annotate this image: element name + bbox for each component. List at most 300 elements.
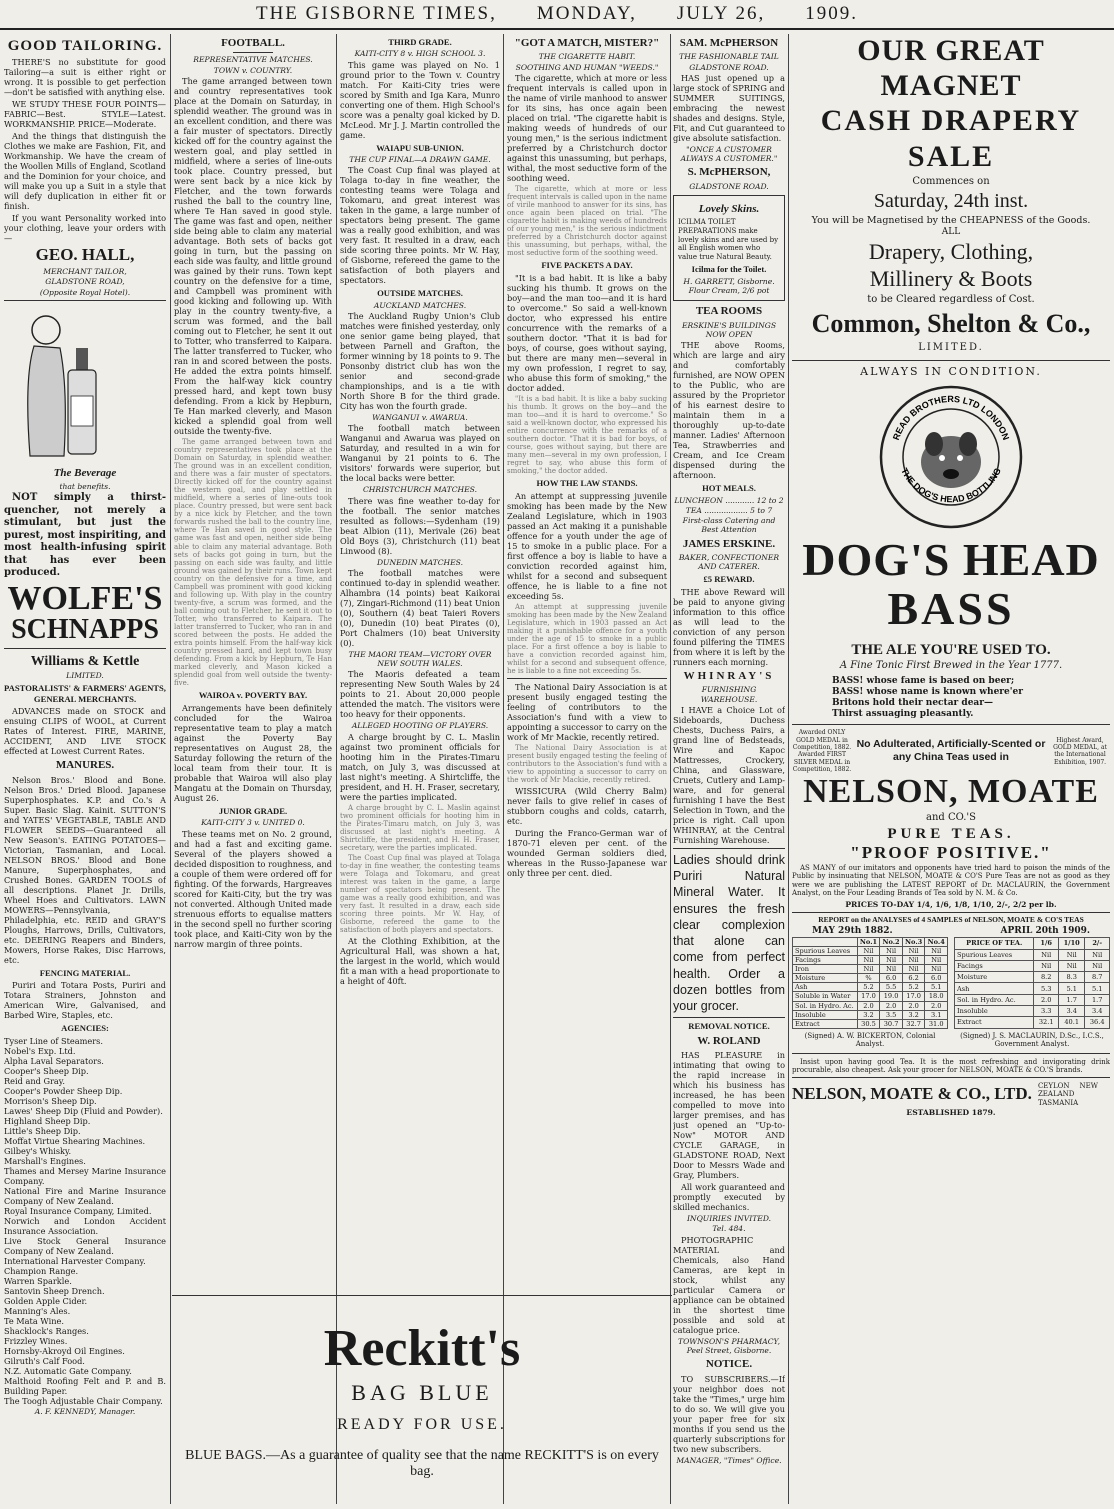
magnetised: You will be Magnetised by the CHEAPNESS of the Goods. [811, 214, 1091, 226]
sale-goods-2: Millinery & Boots [869, 265, 1033, 291]
table-cell: Nil [902, 956, 925, 965]
nelson-moate-title: NELSON, MOATE [803, 773, 1099, 811]
bass-title: BASS [887, 582, 1015, 634]
williams-kettle-text: ADVANCES made on STOCK and ensuing CLIPS of WOOL, at Current Rates of Interest. FIRE, MARINE, ACCIDENT, AND LIVE STOCK effected at Lowest Current Rates. [4, 706, 166, 757]
table-cell: 3.2 [857, 1010, 880, 1019]
williams-kettle-name: Williams & Kettle [30, 653, 140, 669]
insist-text: Insist upon having good Tea. It is the most refreshing and invigorating drink procurable, also cheapest. Ask your grocer for NELSON, MOATE & CO.'S brands. [792, 1057, 1110, 1075]
poem-line: BASS! whose fame is based on beer; [832, 676, 1015, 687]
table-cell: 31.0 [925, 1019, 948, 1028]
alleged-text: A charge brought by C. L. Maslin against two prominent officials for hooting him in the Pirates-Timaru match, on July 3, was discussed at last night's meeting. A Shirtcliffe, the president, and H. H. Fraser, secretary, were the parties implicated. [340, 731, 500, 802]
tailoring-points: WE STUDY THESE FOUR POINTS—FABRIC—Best. STYLE—Latest. WORKMANSHIP. PRICE—Moderate. [4, 99, 166, 130]
masthead-paper: THE GISBORNE TIMES, [255, 3, 497, 24]
nelson-text: AS MANY of our imitators and opponents have tried hard to poison the minds of the Public by insinuating that NELSON, MOATE & CO'S Pure Teas are not as good as they were we are publishing the LATEST REPORT of Dr. MACLAURIN, the Government Analyst, on the Four Leading Brands of Tea sold by N. M. & Co. [792, 863, 1110, 898]
table-header-cell: 2/- [1085, 938, 1110, 949]
table-cell: Moisture [955, 972, 1034, 983]
maori-text: The Maoris defeated a team representing New South Wales by 24 points to 21. About 20,000 people attended the match. The visitors were too heavy for their opponents. [340, 669, 500, 720]
table-cell: 8.3 [1058, 972, 1084, 983]
icilma-shop: H. GARRETT, Gisborne. Flour Cream, 2/6 pot [683, 276, 775, 295]
table-cell: Moisture [793, 974, 858, 983]
maori-title: THE MAORI TEAM—VICTORY OVER NEW SOUTH WALES. [348, 649, 492, 669]
seal-top-text: READ BROTHERS LTD LONDON [890, 394, 1012, 442]
masthead-year: 1909. [805, 3, 858, 24]
icilma-title: Lovely Skins. [698, 203, 760, 216]
table-cell: Nil [1058, 960, 1084, 971]
table-cell: 30.7 [880, 1019, 903, 1028]
report-table-1909 [954, 937, 1110, 1028]
tea-prices: PRICES TO-DAY 1/4, 1/6, 1/8, 1/10, 2/-, 2/2 per lb. [845, 899, 1057, 909]
reckitts-slogan: BLUE BAGS.—As a guarantee of quality see that the name RECKITT'S is on every bag. [185, 1448, 659, 1480]
junior-title: JUNIOR GRADE. [218, 805, 288, 816]
reckitts-name: Reckitt's [323, 1320, 521, 1377]
table-cell: 3.4 [1085, 1005, 1110, 1016]
table-cell: 8.7 [1085, 972, 1110, 983]
table-row [955, 972, 1110, 983]
inquiries: INQUIRIES INVITED. [686, 1214, 772, 1224]
table-row [793, 956, 948, 965]
agency-item: Tyser Line of Steamers. [4, 1035, 103, 1046]
tailor-address: GLADSTONE ROAD, [45, 277, 125, 287]
whinray-text: I HAVE a Choice Lot of Sideboards, Duchess Chests, Duchess Pairs, a grand line of Bedsteads, Wire and Kapoc Mattresses, Crockery, China, and Glassware, Cruets, Cutlery and Lamp-ware, and for general furnishing I have the Best Selection in Town, and the price is right. Call upon WHINRAY, at the Central Furnishing Warehouse. [673, 704, 785, 845]
agency-item: Reid and Gray. [4, 1075, 65, 1086]
table-row [793, 965, 948, 974]
table-cell: 2.0 [925, 1001, 948, 1010]
report-right-date: APRIL 20th 1909. [1000, 926, 1090, 937]
report-tables [792, 937, 1110, 1028]
table-cell: Iron [793, 965, 858, 974]
nelson-footer [792, 1077, 1110, 1108]
table-row [955, 1017, 1110, 1028]
table-cell: Ash [955, 983, 1034, 994]
notice-signature: MANAGER, "Times" Office. [676, 1455, 782, 1465]
footer-places: CEYLON NEW ZEALAND TASMANIA [1037, 1081, 1098, 1107]
table-cell: Nil [925, 965, 948, 974]
five-packets-continued: "It is a bad habit. It is like a baby sucking his thumb. It grows on the boy—and the man too—and it is hard to overcome." So said a well-known doctor, who expressed his entire concurrence with the remarks of a southern doctor. "That it is bad for boys, of course, goes without saying, but there are many men—several in my own profession, I regret to say, who abuse this form of smoking," the doctor added. [507, 394, 667, 476]
mcpherson-address-2: GLADSTONE ROAD. [689, 181, 769, 191]
tailoring-call: If you want Personality worked into your clothing, leave your orders with— [4, 213, 166, 244]
five-packets-text: "It is a bad habit. It is like a baby sucking his thumb. It grows on the boy—and the man too—and it is hard to overcome." So said a well-known doctor, who expressed his entire concurrence with the remarks of a southern doctor. "That it is bad for boys, of course, goes without saying, but there are many men—several in my own profession, I regret to say, who abuse this form of smoking," the doctor added. [507, 272, 667, 393]
agency-item: Warren Sparkle. [4, 1275, 72, 1286]
table-header-cell: No.3 [902, 938, 925, 947]
table-cell: 3.1 [925, 1010, 948, 1019]
williams-kettle-limited: LIMITED. [66, 671, 104, 681]
table-cell: 6.2 [902, 974, 925, 983]
cigarette-sub-2: SOOTHING AND HUMAN "WEEDS." [515, 62, 659, 72]
table-cell: Insoluble [955, 1005, 1034, 1016]
photo-text: PHOTOGRAPHIC MATERIAL and Chemicals, also Hand Cameras, are kept in stock, whilst any particular Camera or appliance can be obtained in the shortest time possible and sold at catalogue price. [673, 1234, 785, 1335]
table-cell: Nil [857, 956, 880, 965]
table-cell: Nil [902, 947, 925, 956]
tea-rooms-text: THE above Rooms, which are large and airy and comfortably furnished, are NOW OPEN to the Public, who are assured by the Proprietor of his earnest desire to maintain them in a thoroughly up-to-date manner. Ladies' Afternoon Tea, Strawberries and Cream, and Ice Cream dispensed during the afternoon. [673, 340, 785, 481]
dairy-text: The National Dairy Association is at present busily engaged testing the feeling of contributors to the Association's fund with a view to appointing a successor to carry on the work of Mr Mackie, recently retired. [507, 682, 667, 743]
tailor-trade: MERCHANT TAILOR, [43, 267, 127, 277]
agency-item: Little's Sheep Dip. [4, 1125, 81, 1136]
column-rule [336, 34, 337, 1504]
icilma-text: ICILMA TOILET PREPARATIONS make lovely skins and are used by all English women who value true Natural Beauty. [678, 218, 779, 261]
hot-meals: HOT MEALS. [702, 483, 756, 494]
column-rule [788, 34, 789, 1504]
icilma-brand: Icilma for the Toilet. [691, 264, 767, 275]
waiapu-text: The Coast Cup final was played at Tolaga to-day in fine weather, the contesting teams were Tolaga and Tokomaru, and great interest was taken in the game, a large number of spectators being present. The game was a really good exhibition, and was very fast. It resulted in a draw, each side scoring three points. Mr W. Hay, of Gisborne, refereed the game to the satisfaction of both players and spectators. [340, 165, 500, 286]
table-row [793, 947, 948, 956]
alleged-title: ALLEGED HOOTING OF PLAYERS. [351, 721, 489, 731]
table-cell: 8.2 [1034, 972, 1059, 983]
sale-title: CASH DRAPERY SALE [820, 104, 1082, 173]
law-text-continued: An attempt at suppressing juvenile smoking has been made by the New Zealand Legislature, which in 1903 passed an Act making it a punishable offence for a youth under the age of 15 to smoke in a public place. For a first offence a boy is liable to have a conviction recorded against him, whilst for a second and subsequent offence, he is liable to a fine not exceeding 5s. [507, 602, 667, 676]
reward-title: £5 REWARD. [703, 574, 755, 585]
agency-item: Te Mata Wine. [4, 1315, 64, 1326]
table-header-cell: No.1 [857, 938, 880, 947]
tailoring-intro: THERE'S no substitute for good Tailoring—a suit is either right or wrong. It is possible to get perfection—don't be satisfied with anything else. [4, 57, 166, 98]
table-row [955, 1005, 1110, 1016]
table-cell: Nil [925, 947, 948, 956]
manures-title: MANURES. [55, 759, 115, 772]
agency-item: Lawes' Sheep Dip (Fluid and Powder). [4, 1105, 163, 1116]
removal-title: REMOVAL NOTICE. [688, 1021, 770, 1032]
table-cell: 5.1 [1085, 983, 1110, 994]
table-cell: 1.7 [1058, 994, 1084, 1005]
company-limited: LIMITED. [918, 341, 984, 353]
table-row [793, 1019, 948, 1028]
sale-all: ALL [941, 227, 961, 238]
table-cell: Nil [1058, 949, 1084, 960]
agency-item: Gilbey's Whisky. [4, 1145, 72, 1156]
auckland-text: The Auckland Rugby Union's Club matches were finished yesterday, only one senior game being played, that between Parnell and Grafton, the former winning by 18 points to 9. The Ponsonby district club has won the senior and second-grade championships, and is a tie with North Shore B for the third grade. City has won the fourth grade. [340, 311, 500, 412]
manures-text: Nelson Bros.' Blood and Bone. Nelson Bros.' Dried Blood. Japanese Superphosphates. K.P. and Co.'s A Super. Basic Slag. Kainit. SUTTON'S and YATES' VEGETABLE, TABLE AND FLOWER SEEDS—Guaranteed all New Season's. EATING POTATOES—Victorian, Tasmanian, and Local. NELSON BROS.' Blood and Bone Manure, Superphosphates, and Crushed Bones. GARDEN TOOLS of all descriptions. Planet Jr. Drills, Wheel Hoes and Cultivators. LAWN MOWERS—Pennsylvania, Philadelphia, etc. REID and GRAY'S Ploughs, Harrows, Drills, Cultivators, etc. DEERING Reapers and Binders, Mowers, Horse Rakes, Disc Harrows, etc. [4, 774, 166, 965]
table-cell: 5.1 [925, 983, 948, 992]
agency-item: Golden Apple Cider. [4, 1295, 88, 1306]
wairoa-title: WAIROA v. POVERTY BAY. [198, 690, 308, 701]
dunedin-title: DUNEDIN MATCHES. [376, 557, 464, 567]
table-header-cell: 1/10 [1058, 938, 1084, 949]
agency-item: Marshall's Engines. [4, 1155, 86, 1166]
christchurch-title: CHRISTCHURCH MATCHES. [362, 485, 478, 495]
agency-item: Cooper's Sheep Dip. [4, 1065, 89, 1076]
table-header-cell [793, 938, 858, 947]
football-sub-2: TOWN v. COUNTRY. [213, 65, 293, 75]
beverage-sub: that benefits. [59, 482, 111, 492]
football-sub-1: REPRESENTATIVE MATCHES. [193, 55, 313, 65]
table-row [793, 1001, 948, 1010]
whinray-title: WHINRAY'S [683, 669, 775, 682]
williams-kettle-roles: PASTORALISTS' & FARMERS' AGENTS, GENERAL MERCHANTS. [4, 683, 166, 704]
table-cell: 1.7 [1085, 994, 1110, 1005]
table-cell: Facings [955, 960, 1034, 971]
table-cell: 3.5 [880, 1010, 903, 1019]
table-row [793, 974, 948, 983]
table-cell: 2.0 [857, 1001, 880, 1010]
column-5 [673, 34, 785, 1504]
mcpherson-sub: THE FASHIONABLE TAIL [679, 52, 779, 62]
wolfes-title: WOLFE'S [7, 579, 163, 617]
agency-item: Morrison's Sheep Dip. [4, 1095, 97, 1106]
agency-item: Champion Range. [4, 1265, 79, 1276]
agency-item: Nobel's Exp. Ltd. [4, 1045, 76, 1056]
masthead-day: MONDAY, [536, 3, 637, 24]
wissicura-text: WISSICURA (Wild Cherry Balm) never fails to give relief in cases of stubborn coughs and colds, catarrh, etc. [507, 786, 667, 827]
company-name: Common, Shelton & Co., [811, 308, 1091, 338]
table-cell: Nil [880, 965, 903, 974]
cigarette-sub-1: THE CIGARETTE HABIT. [538, 52, 636, 62]
schnapps-title: SCHNAPPS [11, 613, 159, 645]
column-rule [670, 34, 671, 1504]
table-cell: Nil [1034, 960, 1059, 971]
mcpherson-text: HAS just opened up a large stock of SPRING and SUMMER SUITINGS, embracing the newest shades and designs. Style, Fit, and Cut guaranteed to give absolute satisfaction. [673, 72, 785, 143]
fencing-text: Puriri and Totara Posts, Puriri and Totara Strainers, Johnston and American Wire, Galvanised, and Barbed Wire, Staples, etc. [4, 980, 166, 1021]
table-cell: Extract [955, 1017, 1034, 1028]
war-text: During the Franco-German war of 1870-71 eleven per cent. of the wounded German soldiers died, whereas in the Russo-Japanese war only three per cent. died. [507, 828, 667, 879]
table-cell: Spurious Leaves [793, 947, 858, 956]
mcpherson-name: S. McPHERSON, [687, 166, 771, 179]
table-cell: 18.0 [925, 992, 948, 1001]
schnapps-bottle-illustration [4, 308, 124, 458]
table-row [955, 960, 1110, 971]
table-cell: 3.3 [1034, 1005, 1059, 1016]
column-2 [174, 34, 332, 1289]
sale-date: Saturday, 24th inst. [873, 190, 1029, 213]
table-cell: 32.1 [1034, 1017, 1059, 1028]
football-body-continued: The game arranged between town and country representatives took place at the Domain on Saturday, in splendid weather. The ground was in an excellent condition, and there was a fair muster of spectators. Directly kicked off for the country against the western goal, and play settled in midfield, where a series of line-outs took place. Country pressed, but were sent back by a nice kick by Fletcher, and the town forwards rushed the ball to the country line, where Te Han saved in good style. The game was fast and open, neither side being able to claim any material advantage. Both sets of backs got going in turn, but the passing on each side was faulty, and little ground was gained by their runs. Town kept country on the defensive for a time, and Campbell was prominent with good kicking and following up. With play in the country twenty-five, a scrum was formed, and the ball coming out to Fletcher, he sent it out to Totter, who transferred to Kaipara. The latter transferred to Tucker, who ran in and scored between the posts. He added the extra points himself. From the half-way kick country pressed hard, and kept town busy defending. From a kick by Hepburn, Te Han marked cleverly, and Mason kicked a splendid goal from well outside the twenty-five. [174, 437, 332, 688]
tailor-name: GEO. HALL, [35, 245, 135, 265]
table-cell: Ash [793, 983, 858, 992]
third-grade-text: This game was played on No. 1 ground prior to the Town v. Country match. For Kaiti-City tries were scored by Smith and Iga Kara, Munro converting one of them. High School's score was a penalty goal kicked by D. McLeod. Mr J. J. Martin controlled the game. [340, 59, 500, 140]
report-dates [792, 926, 1110, 937]
reckitts-ready: READY FOR USE. [337, 1416, 507, 1434]
table-row [793, 992, 948, 1001]
agency-item: N.Z. Automatic Gate Company. [4, 1365, 132, 1376]
catering: First-class Catering and Best Attention [682, 516, 776, 535]
erskine-trade: BAKER, CONFECTIONER AND CATERER. [678, 552, 780, 572]
waiapu-title: WAIAPU SUB-UNION. [376, 142, 464, 153]
agency-item: Malthoid Roofing Felt and P. and B. Building Paper. [4, 1375, 166, 1396]
table-cell: 19.0 [880, 992, 903, 1001]
table-cell: Nil [857, 947, 880, 956]
wanganui-title: WANGANUI v. AWARUA. [372, 413, 468, 423]
tailoring-heading: GOOD TAILORING. [7, 38, 163, 54]
tea-rooms-title: TEA ROOMS [695, 305, 763, 318]
icilma-advert [673, 195, 785, 301]
agency-item: Frizzley Wines. [4, 1335, 68, 1346]
report-left-date: MAY 29th 1882. [812, 926, 893, 937]
table-cell: % [857, 974, 880, 983]
table-cell: Nil [1085, 949, 1110, 960]
table-row [955, 983, 1110, 994]
agency-item: Norwich and London Accident Insurance Association. [4, 1215, 166, 1236]
masthead-date: JULY 26, [676, 3, 766, 24]
junior-text: These teams met on No. 2 ground, and had a fast and exciting game. Several of the players showed a decided disposition to roughness, and a couple of them were ordered off for fighting. Of the forwards, Hargreaves scored for Kaiti-City, but the try was not converted. Although United made strenuous efforts to equalise matters in the second spell no further scoring took place, and Kaiti-City won by the narrow margin of three points. [174, 828, 332, 949]
cigarette-text-continued: The cigarette, which at more or less frequent intervals is called upon in the name of virile manhood to answer for its sins, has once again been placed on trial. "The cigarette habit is making weeds of hundreds of our young men," is the serious indictment preferred by a Christchurch doctor against this unassuming, but perhaps, withal, the most seductive form of the soothing weed. [507, 184, 667, 258]
table-cell: Soluble in Water [793, 992, 858, 1001]
seal-bottom-text: THE DOG'S HEAD BOTTLING [899, 466, 1003, 505]
table-cell: Spurious Leaves [955, 949, 1034, 960]
table-cell: 2.0 [1034, 994, 1059, 1005]
waiapu-sub: THE CUP FINAL—A DRAWN GAME. [349, 155, 491, 165]
pure-teas: PURE TEAS. [887, 825, 1015, 842]
table-cell: 5.2 [857, 983, 880, 992]
table-cell: 36.4 [1085, 1017, 1110, 1028]
poem-line: Britons hold their nectar dear— [832, 698, 993, 709]
column-rule [503, 34, 504, 1504]
tonic-line: A Fine Tonic First Brewed in the Year 1777. [839, 660, 1063, 672]
bass-poem [832, 676, 1110, 720]
notice-title: NOTICE. [705, 1358, 753, 1371]
law-text: An attempt at suppressing juvenile smoking has been made by the New Zealand Legislature, which in 1903 passed an Act making it a punishable offence for a youth under the age of 15 to smoke in a public place. For a first offence a boy is liable to have a conviction recorded against him, whilst for a second and subsequent offence, he is liable to a fine not exceeding 5s. [507, 490, 667, 601]
poem-line: BASS! whose name is known where'er [832, 687, 1023, 698]
table-cell: 6.0 [880, 974, 903, 983]
mcpherson-address: GLADSTONE ROAD. [689, 62, 769, 72]
column-1 [4, 34, 166, 1504]
tailoring-body: And the things that distinguish the Clothes we make are Fashion, Fit, and Workmanship. We have the cream of the Woollen Mills of England, Scotland and the Dominion for your choice, and will make you up a Suit in a style that will defy duplication in either fit or finish. [4, 131, 166, 212]
agency-item: Thames and Mersey Marine Insurance Company. [4, 1165, 166, 1186]
five-packets-title: FIVE PACKETS A DAY. [541, 260, 633, 271]
table-cell: 32.7 [902, 1019, 925, 1028]
always-in-condition: ALWAYS IN CONDITION. [860, 364, 1042, 378]
agency-item: Alpha Laval Separators. [4, 1055, 104, 1066]
agency-item: Hornsby-Akroyd Oil Engines. [4, 1345, 125, 1356]
reckitts-advert [172, 1295, 672, 1505]
table-cell: Nil [880, 956, 903, 965]
proof-positive: "PROOF POSITIVE." [850, 843, 1052, 863]
tea-time: TEA .................. 5 to 7 [685, 505, 773, 515]
agency-item: Royal Insurance Company, Limited. [4, 1205, 152, 1216]
table-cell: 2.0 [902, 1001, 925, 1010]
table-cell: 2.0 [880, 1001, 903, 1010]
analyst-row [792, 1032, 1110, 1049]
luncheon-time: LUNCHEON ............ 12 to 2 [674, 495, 784, 505]
table-cell: 3.2 [902, 1010, 925, 1019]
footer-name: NELSON, MOATE & CO., LTD. [792, 1084, 1032, 1104]
mcpherson-title: SAM. McPHERSON [679, 37, 779, 49]
column-4 [507, 34, 667, 1289]
poem-line: Thirst assuaging pleasantly. [832, 709, 974, 720]
agency-item: Gilruth's Calf Food. [4, 1355, 85, 1366]
commences: Commences on [912, 176, 990, 187]
table-cell: Nil [1034, 949, 1059, 960]
outside-title: OUTSIDE MATCHES. [377, 288, 463, 299]
beverage-title: The Beverage [53, 466, 117, 479]
dogs-head-seal-icon [876, 382, 1026, 532]
masthead [0, 0, 1114, 30]
table-header-cell: PRICE OF TEA. [955, 938, 1034, 949]
no-adulterated: No Adulterated, Artificially-Scented or any China Teas used in [856, 738, 1046, 764]
table-cell: Nil [925, 956, 948, 965]
townson-pharmacy: TOWNSON'S PHARMACY, Peel Street, Gisborne. [678, 1336, 780, 1355]
table-cell: 40.1 [1058, 1017, 1084, 1028]
table-header-cell: No.4 [925, 938, 948, 947]
column-6 [792, 34, 1110, 1504]
beverage-text: NOT simply a thirst-quencher, not merely a stimulant, but just the purest, most inspiriting, and most health-infusing spirit that has ever been produced. [4, 492, 166, 579]
exhibition-text: At the Clothing Exhibition, at the Agricultural Hall, was shown a hat, the largest in the world, which would fit a man with a head proportionate to a height of 40ft. [340, 936, 500, 987]
table-cell: 30.5 [857, 1019, 880, 1028]
table-cell: 17.0 [857, 992, 880, 1001]
table-cell: Sol. in Hydro. Ac. [793, 1001, 858, 1010]
agency-item: Highland Sheep Dip. [4, 1115, 91, 1126]
table-cell: Sol. in Hydro. Ac. [955, 994, 1034, 1005]
table-cell: 17.0 [902, 992, 925, 1001]
analyst-left: (Signed) A. W. BICKERTON, Colonial Analyst. [804, 1031, 936, 1049]
telephone: Tel. 484. [712, 1224, 746, 1234]
agency-item: Cooper's Powder Sheep Dip. [4, 1085, 123, 1096]
christchurch-text: There was fine weather to-day for the football. The senior matches resulted as follows:—Sydenham (19) beat Albion (11), Merivale (26) beat Old Boys (3), Christchurch (11) beat Linwood (8). [340, 495, 500, 556]
column-rule [170, 34, 171, 1504]
table-cell: 5.2 [902, 983, 925, 992]
sale-goods-1: Drapery, Clothing, [868, 239, 1034, 265]
table-cell: 5.5 [880, 983, 903, 992]
football-body: The game arranged between town and country representatives took place at the Domain on Saturday, in splendid weather. The ground was in an excellent condition, and there was a fair muster of spectators. Directly kicked off for the country against the western goal, and play settled in midfield, where a series of line-outs took place. Country pressed, but were sent back by a nice kick by Fletcher, and the town forwards rushed the ball to the country line, where Te Han saved in good style. The game was fast and open, neither side being able to claim any material advantage. Both sets of backs got going in turn, but the passing on each side was faulty, and little ground was gained by their runs. Town kept country on the defensive for a time, and Campbell was prominent with good kicking and following up. With play in the country twenty-five, a scrum was formed, and the ball coming out to Fletcher, he sent it out to Totter, who transferred to Kaipara. The latter transferred to Tucker, who ran in and scored between the posts. He added the extra points himself. From the half-way kick country pressed hard, and kept town busy defending. From a kick by Hepburn, Te Han marked cleverly, and Mason kicked a splendid goal from well outside the twenty-five. [174, 75, 332, 436]
sale-cleared: to be Cleared regardless of Cost. [867, 293, 1035, 305]
table-row [793, 983, 948, 992]
junior-sub: KAITI-CITY 3 v. UNITED 0. [201, 818, 305, 828]
reward-text: THE above Reward will be paid to anyone giving information to this office as will lead to the conviction of any person found pilfering the TIMES from where it is left by the runners each morning. [673, 586, 785, 667]
agencies-title: AGENCIES: [61, 1023, 109, 1034]
report-table-1882 [792, 937, 948, 1028]
law-title: HOW THE LAW STANDS. [536, 478, 638, 489]
wairoa-text: Arrangements have been definitely concluded for the Wairoa representative team to play a match against the Poverty Bay representatives on August 28, the Saturday following the return of the local team from their tour. It is probable that Wairoa will also play Mangatu at the Domain on Thursday, August 26. [174, 702, 332, 803]
mcpherson-motto: "ONCE A CUSTOMER ALWAYS A CUSTOMER." [680, 144, 778, 164]
tea-rooms-sub: ERSKINE'S BUILDINGS NOW OPEN [681, 320, 777, 339]
footer-est: ESTABLISHED 1879. [906, 1108, 996, 1118]
table-cell: Facings [793, 956, 858, 965]
table-cell: Extract [793, 1019, 858, 1028]
table-cell: Nil [902, 965, 925, 974]
table-cell: Nil [857, 965, 880, 974]
cigarette-heading: "GOT A MATCH, MISTER?" [514, 37, 660, 49]
analyst-right: (Signed) J. S. MACLAURIN, D.Sc., I.C.S., Government Analyst. [960, 1031, 1104, 1049]
removal-text: HAS PLEASURE in intimating that owing to the rapid increase in which his business has increased, he has been compelled to move into larger premises, and has just opened an "Up-to-Now" MOTOR AND CYCLE GARAGE, in GLADSTONE ROAD, Next Door to Messrs Wade and Gray, Plumbers. [673, 1050, 785, 1181]
third-grade-sub: KAITI-CITY 8 v. HIGH SCHOOL 3. [354, 49, 486, 59]
award-left: Awarded ONLY GOLD MEDAL in Competition, 1882. Awarded FIRST SILVER MEDAL in Competition, 1882. [792, 729, 852, 773]
table-row [955, 949, 1110, 960]
erskine-name: JAMES ERSKINE. [682, 537, 776, 550]
removal-guarantee: All work guaranteed and promptly executed by skilled mechanics. [673, 1182, 785, 1213]
table-cell: Insoluble [793, 1010, 858, 1019]
award-right: Highest Award, GOLD MEDAL, at the International Exhibition, 1907. [1053, 736, 1107, 766]
agency-item: Santovin Sheep Drench. [4, 1285, 105, 1296]
table-row [793, 1010, 948, 1019]
alleged-text-continued-2: The Coast Cup final was played at Tolaga to-day in fine weather, the contesting teams were Tolaga and Tokomaru, and great interest was taken in the game, a large number of spectators being present. The game was a really good exhibition, and was very fast. It resulted in a draw, each side scoring three points. Mr W. Hay, of Gisborne, refereed the game to the satisfaction of both players and spectators. [340, 853, 500, 935]
puriri-text: Ladies should drink Puriri Natural Mineral Water. It ensures the fresh clear complexion that alone can come from perfect health. Order a dozen bottles from your grocer. [673, 852, 785, 1014]
agency-item: International Harvester Company. [4, 1255, 146, 1266]
alleged-text-continued: A charge brought by C. L. Maslin against two prominent officials for hooting him in the Pirates-Timaru match, on July 3, was discussed at last night's meeting. A Shirtcliffe, the president, and H. H. Fraser, secretary, were the parties implicated. [340, 803, 500, 852]
table-cell: 5.1 [1058, 983, 1084, 994]
fencing-title: FENCING MATERIAL. [39, 967, 131, 978]
ale-slogan: THE ALE YOU'RE USED TO. [851, 641, 1051, 658]
agency-item: Live Stock General Insurance Company of New Zealand. [4, 1235, 166, 1256]
table-cell: Nil [880, 947, 903, 956]
agencies-signature: A. F. KENNEDY, Manager. [34, 1406, 136, 1416]
agency-item: Moffat Virtue Shearing Machines. [4, 1135, 146, 1146]
column-3 [340, 34, 500, 1289]
table-cell: 3.4 [1058, 1005, 1084, 1016]
dogs-head-title: DOG'S HEAD [802, 534, 1100, 586]
agency-item: Manning's Ales. [4, 1305, 71, 1316]
magnet-title: OUR GREAT MAGNET [857, 34, 1045, 102]
table-cell: 6.0 [925, 974, 948, 983]
table-cell: 5.3 [1034, 983, 1059, 994]
auckland-title: AUCKLAND MATCHES. [373, 300, 467, 310]
tailor-address-2: (Opposite Royal Hotel). [39, 287, 131, 297]
table-cell: Nil [1085, 960, 1110, 971]
dairy-text-continued: The National Dairy Association is at present busily engaged testing the feeling of contributors to the Association's fund with a view to appointing a successor to carry on the work of Mr Mackie, recently retired. [507, 744, 667, 785]
cigarette-text: The cigarette, which at more or less frequent intervals is called upon in the name of virile manhood to answer for its sins, has once again been placed on trial. "The cigarette habit is making weeds of hundreds of our young men," is the serious indictment preferred by a Christchurch doctor against this unassuming, but perhaps, withal, the most seductive form of the soothing weed. [507, 72, 667, 183]
report-title: REPORT on the ANALYSES of 4 SAMPLES of NELSON, MOATE & CO'S TEAS [792, 912, 1110, 924]
table-row [955, 994, 1110, 1005]
notice-text: TO SUBSCRIBERS.—If your neighbor does not take the "Times," urge him to do so. We will give you your paper free for six months if you send us the quarterly subscriptions for two new subscribers. [673, 1373, 785, 1454]
agency-item: The Toogh Adjustable Chair Company. [4, 1395, 163, 1406]
agency-item: National Fire and Marine Insurance Company of New Zealand. [4, 1185, 166, 1206]
football-heading: FOOTBALL. [221, 37, 285, 49]
table-header-cell: 1/6 [1034, 938, 1059, 949]
